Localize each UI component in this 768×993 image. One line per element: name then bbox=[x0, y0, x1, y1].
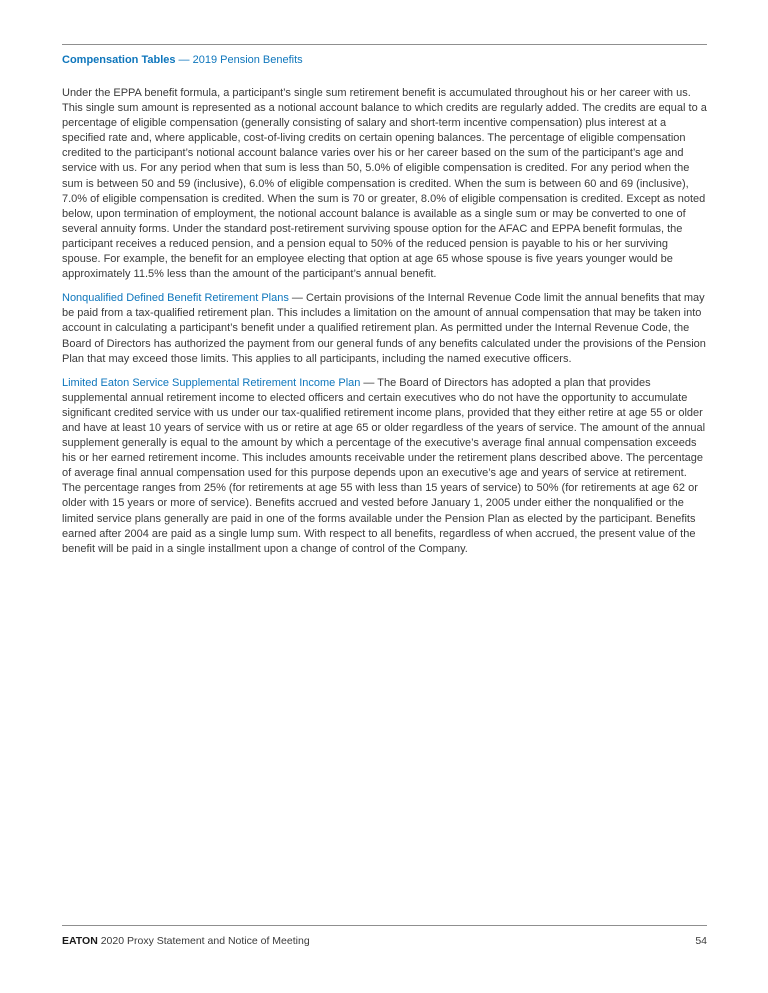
paragraph-nonqualified-defined-benefit-plans bbox=[62, 291, 707, 366]
header-section-subtitle: — 2019 Pension Benefits bbox=[175, 54, 303, 66]
footer-brand: EATON bbox=[62, 935, 98, 947]
paragraph-eppa-benefit-formula bbox=[62, 86, 707, 282]
paragraph-text: — Certain provisions of the Internal Revenue Code limit the annual benefits that may be paid from a tax-qualified retirement plan. This includes a limitation on the amount of annual compensation that may be taken into account in calculating a participant’s benefit under a qualified retirement plan. As permitted under the Internal Revenue Code, the Board of Directors has authorized the payment from our general funds of any benefits calculated under the provisions of the Pension Plan that may exceed those limits. This applies to all participants, including the named executive officers. bbox=[62, 292, 706, 365]
page-content bbox=[62, 0, 707, 566]
footer-page-number: 54 bbox=[695, 935, 707, 947]
body-copy bbox=[62, 86, 707, 557]
plan-name-lead: Limited Eaton Service Supplemental Retirement Income Plan bbox=[62, 376, 361, 389]
page-header bbox=[62, 44, 707, 67]
plan-name-lead: Nonqualified Defined Benefit Retirement Plans bbox=[62, 292, 289, 305]
paragraph-text: Under the EPPA benefit formula, a participant’s single sum retirement benefit is accumulated throughout his or her career with us. This single sum amount is represented as a notional account balance to which credits are regularly added. The credits are equal to a percentage of eligible compensation (generally consisting of salary and short-term incentive compensation) plus interest at a specified rate and, where applicable, cost-of-living credits on certain opening balances. The percentage of eligible compensation credited to the participant’s notional account balance varies over his or her career based on the sum of the participant’s age and service with us. For any period when that sum is less than 50, 5.0% of eligible compensation is credited. For any period when the sum is between 50 and 59 (inclusive), 6.0% of eligible compensation is credited. When the sum is between 60 and 69 (inclusive), 7.0% of eligible compensation is credited. When the sum is 70 or greater, 8.0% of eligible compensation is credited. Except as noted below, upon termination of employment, the notional account balance is available as a single sum or may be converted to one of several annuity forms. Under the standard post-retirement surviving spouse option for the AFAC and EPPA benefit formulas, the participant receives a reduced pension, and a pension equal to 50% of the reduced pension is payable to his or her surviving spouse. For example, the benefit for an employee electing that option at age 65 whose spouse is five years younger would be approximately 11.5% less than the amount of the participant’s annual benefit. bbox=[62, 87, 707, 281]
page-footer bbox=[62, 925, 707, 948]
paragraph-text: — The Board of Directors has adopted a plan that provides supplemental annual retirement income to elected officers and certain executives who do not have the opportunity to accumulate significant credited service with us under our tax-qualified retirement income plans, provided that they either retire at age 55 or older and have at least 10 years of service with us or retire at age 65 or older regardless of the years of service. The amount of the annual supplement generally is equal to the amount by which a percentage of the executive’s average final annual compensation exceeds his or her earned retirement income. This includes amounts receivable under the retirement plans described above. The percentage of average final annual compensation used for this purpose depends upon an executive’s age and years of service at retirement. The percentage ranges from 25% (for retirements at age 55 with less than 15 years of service) to 50% (for retirements at age 62 or older with 15 years or more of service). Benefits accrued and vested before January 1, 2005 under either the nonqualified or the limited service plans generally are paid in one of the forms available under the Pension Plan as elected by the participant. Benefits earned after 2004 are paid as a single lump sum. With respect to all benefits, regardless of when accrued, the present value of the benefit will be paid in a single installment upon a change of control of the Company. bbox=[62, 376, 706, 555]
paragraph-limited-eaton-service-plan bbox=[62, 376, 707, 557]
header-section-title: Compensation Tables bbox=[62, 54, 176, 66]
footer-left bbox=[62, 935, 310, 948]
footer-title: 2020 Proxy Statement and Notice of Meeting bbox=[97, 935, 310, 947]
